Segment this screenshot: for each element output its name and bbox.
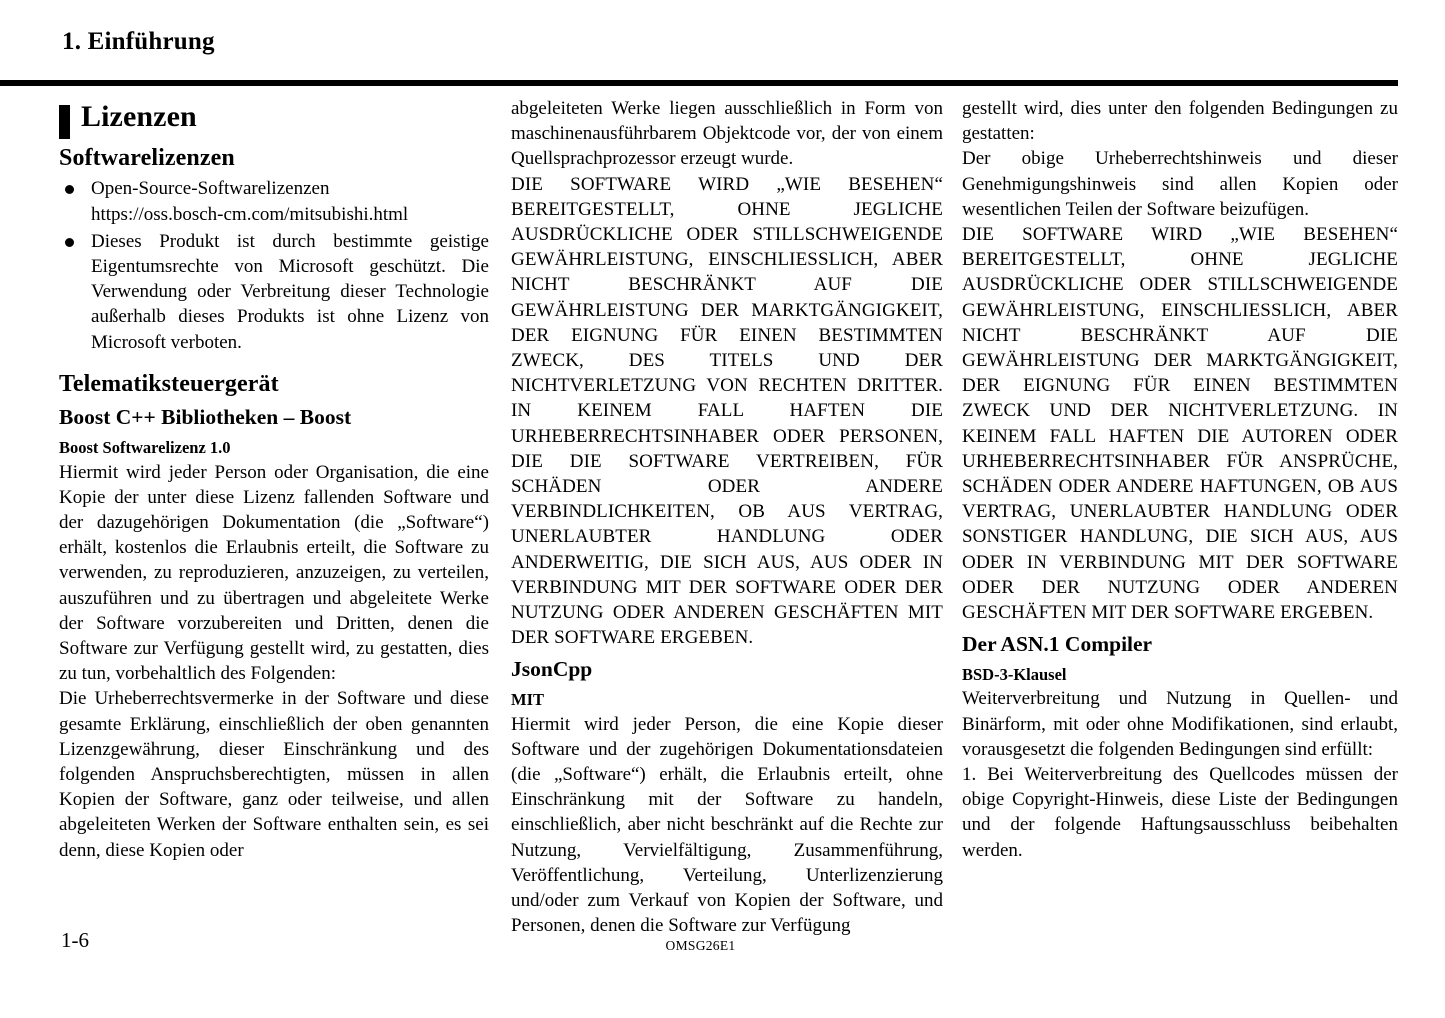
chapter-heading: 1. Einführung (62, 28, 215, 55)
list-item (59, 176, 489, 226)
bullet-icon (65, 238, 74, 247)
subheading-bsd-3-klausel: BSD-3-Klausel (962, 664, 1067, 684)
bullet-1-link[interactable]: https://oss.bosch-cm.com/mitsubishi.html (91, 203, 409, 225)
heading-softwarelizenzen: Softwarelizenzen (59, 144, 235, 171)
header-rule (0, 80, 1398, 86)
section-title-block (59, 101, 489, 133)
boost-paragraph-1: Hiermit wird jeder Person oder Organisation, die eine Kopie der unter diese Lizenz fallenden Software und der dazugehörigen Dokumentation (die „Software“) erhält, kostenlos die Erlaubnis erteilt, die Software zu verwenden, zu reproduzieren, anzuzeigen, zu verteilen, auszuführen und zu übertragen und abgeleitete Werke der Software vorzubereiten und Dritten, denen die Software zur Verfügung gestellt wird, zu gestatten, dies zu tun, vorbehaltlich des Folgenden: (59, 461, 489, 685)
heading-telematiksteuergeraet: Telematiksteuergerät (59, 370, 279, 397)
column-2 (511, 96, 943, 941)
column-1 (59, 96, 489, 941)
subheading-mit: MIT (511, 689, 544, 709)
heading-jsoncpp: JsonCpp (511, 657, 593, 682)
software-license-list (59, 176, 489, 354)
document-code: OMSG26E1 (665, 938, 736, 953)
mit-disclaimer-paragraph: DIE SOFTWARE WIRD „WIE BESEHEN“ BEREITGESTELLT, OHNE JEGLICHE AUSDRÜCKLICHE ODER STILLSCHWEIGENDE GEWÄHRLEISTUNG, EINSCHLIESSLICH, ABER NICHT BESCHRÄNKT AUF DIE GEWÄHRLEISTUNG DER MARKTGÄNGIGKEIT, DER EIGNUNG FÜR EINEN BESTIMMTEN ZWECK UND DER NICHTVERLETZUNG. IN KEINEM FALL HAFTEN DIE AUTOREN ODER URHEBERRECHTSINHABER FÜR ANSPRÜCHE, SCHÄDEN ODER ANDERE HAFTUNGEN, OB AUS VERTRAG, UNERLAUBTER HANDLUNG ODER SONSTIGER HANDLUNG, DIE SICH AUS, AUS ODER IN VERBINDUNG MIT DER SOFTWARE ODER DER NUTZUNG ODER ANDEREN GESCHÄFTEN MIT DER SOFTWARE ERGEBEN. (962, 224, 1398, 624)
bsd-item-1-paragraph: 1. Bei Weiterverbreitung des Quellcodes müssen der obige Copyright-Hinweis, diese Liste der Bedingungen und der folgende Haftungsausschluss beibehalten werden. (962, 764, 1398, 861)
heading-asn1-compiler: Der ASN.1 Compiler (962, 632, 1153, 657)
heading-boost-bibliotheken: Boost C++ Bibliotheken – Boost (59, 405, 352, 430)
boost-paragraph-continued: abgeleiteten Werke liegen ausschließlich in Form von maschinenausführbarem Objektcode vor, der von einem Quellsprachprozessor erzeugt wurde. (511, 98, 943, 170)
boost-paragraph-2: Die Urheberrechtsvermerke in der Software und diese gesamte Erklärung, einschließlich der oben genannten Lizenzgewährung, dieser Einschränkung und des folgenden Anspruchsberechtigten, müssen in allen Kopien der Software, ganz oder teilweise, und allen abgeleiteten Werken der Software enthalten sein, es sei denn, diese Kopien oder (59, 688, 489, 861)
list-item (59, 229, 489, 355)
bullet-1-line-1: Open-Source-Softwarelizenzen (91, 178, 330, 200)
section-title: Lizenzen (81, 100, 197, 133)
page-number: 1-6 (61, 928, 89, 952)
bullet-2-text: Dieses Produkt ist durch bestimmte geistige Eigentumsrechte von Microsoft geschützt. Die Verwendung oder Verbreitung dieser Technologie außerhalb dieses Produkts ist ohne Lizenz von Microsoft verboten. (91, 230, 489, 353)
column-3 (962, 96, 1398, 941)
document-code-wrapper (0, 938, 1445, 954)
boost-disclaimer-paragraph: DIE SOFTWARE WIRD „WIE BESEHEN“ BEREITGESTELLT, OHNE JEGLICHE AUSDRÜCKLICHE ODER STILLSCHWEIGENDE GEWÄHRLEISTUNG, EINSCHLIESSLICH, ABER NICHT BESCHRÄNKT AUF DIE GEWÄHRLEISTUNG DER MARKTGÄNGIGKEIT, DER EIGNUNG FÜR EINEN BESTIMMTEN ZWECK, DES TITELS UND DER NICHTVERLETZUNG VON RECHTEN DRITTER. IN KEINEM FALL HAFTEN DIE URHEBERRECHTSINHABER ODER PERSONEN, DIE DIE SOFTWARE VERTREIBEN, FÜR SCHÄDEN ODER ANDERE VERBINDLICHKEITEN, OB AUS VERTRAG, UNERLAUBTER HANDLUNG ODER ANDERWEITIG, DIE SICH AUS, AUS ODER IN VERBINDUNG MIT DER SOFTWARE ODER DER NUTZUNG ODER ANDEREN GESCHÄFTEN MIT DER SOFTWARE ERGEBEN. (511, 173, 943, 649)
bullet-icon (65, 185, 74, 194)
mit-notice-paragraph: Der obige Urheberrechtshinweis und dieser Genehmigungshinweis sind allen Kopien oder wesentlichen Teilen der Software beizufügen. (962, 148, 1398, 220)
bsd-intro-paragraph: Weiterverbreitung und Nutzung in Quellen- und Binärform, mit oder ohne Modifikationen, sind erlaubt, vorausgesetzt die folgenden Bedingungen sind erfüllt: (962, 688, 1398, 760)
subheading-boost-softwarelizenz: Boost Softwarelizenz 1.0 (59, 437, 231, 457)
section-marker-bar (59, 105, 70, 139)
mit-paragraph-continued: gestellt wird, dies unter den folgenden Bedingungen zu gestatten: (962, 98, 1398, 145)
mit-paragraph: Hiermit wird jeder Person, die eine Kopie dieser Software und der zugehörigen Dokumentationsdateien (die „Software“) erhält, die Erlaubnis erteilt, ohne Einschränkung mit der Software zu handeln, einschließlich, aber nicht beschränkt auf die Rechte zur Nutzung, Vervielfältigung, Zusammenführung, Veröffentlichung, Verteilung, Unterlizenzierung und/oder zum Verkauf von Kopien der Software, und Personen, denen die Software zur Verfügung (511, 713, 943, 937)
page-columns (0, 96, 1445, 941)
